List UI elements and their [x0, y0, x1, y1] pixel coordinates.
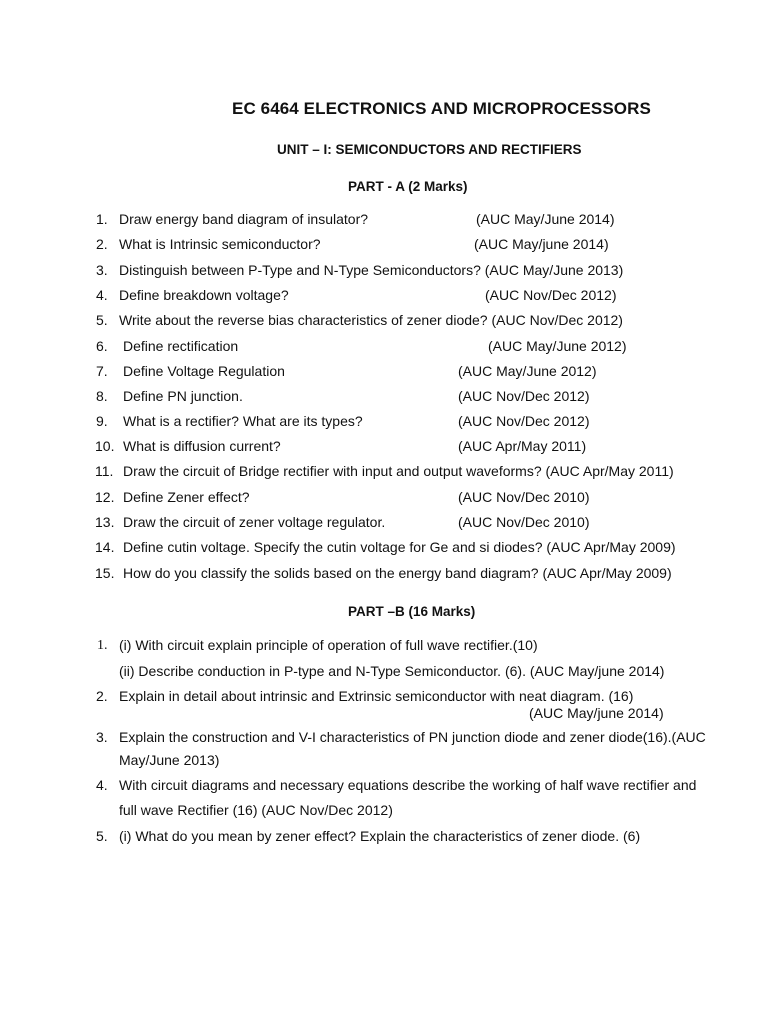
question-number: 4. — [96, 287, 108, 303]
question-number: 1. — [97, 638, 108, 653]
question-text: With circuit diagrams and necessary equations describe the working of half wave rectifier and — [119, 777, 697, 793]
question-text: (i) With circuit explain principle of operation of full wave rectifier.(10) — [119, 637, 538, 653]
question-text: Draw the circuit of zener voltage regulator. — [123, 514, 386, 530]
question-reference: (AUC May/june 2014) — [474, 236, 609, 252]
question-number: 10. — [95, 438, 115, 454]
question-text: (ii) Describe conduction in P-type and N-Type Semiconductor. (6). (AUC May/june 2014) — [119, 663, 665, 679]
question-text: Define PN junction. — [123, 388, 243, 404]
question-text: full wave Rectifier (16) (AUC Nov/Dec 2012) — [119, 802, 393, 818]
question-reference: (AUC Nov/Dec 2012) — [458, 388, 590, 404]
question-number: 9. — [96, 413, 108, 429]
question-text: Draw energy band diagram of insulator? — [119, 211, 369, 227]
question-reference: (AUC Nov/Dec 2012) — [485, 287, 617, 303]
question-number: 3. — [96, 729, 108, 745]
unit-heading: UNIT – I: SEMICONDUCTORS AND RECTIFIERS — [277, 142, 582, 157]
question-text: May/June 2013) — [119, 752, 220, 768]
question-reference: (AUC May/June 2012) — [488, 338, 627, 354]
question-number: 2. — [96, 236, 108, 252]
question-text: What is a rectifier? What are its types? — [123, 413, 363, 429]
part-a-heading: PART - A (2 Marks) — [348, 179, 468, 194]
question-text: Define Voltage Regulation — [123, 363, 285, 379]
question-text: Draw the circuit of Bridge rectifier with input and output waveforms? (AUC Apr/May 2011) — [123, 463, 674, 479]
question-text: Explain the construction and V-I characteristics of PN junction diode and zener diode(16).(AUC — [119, 729, 706, 745]
question-number: 7. — [96, 363, 108, 379]
question-reference: (AUC Nov/Dec 2010) — [458, 514, 590, 530]
page-title: EC 6464 ELECTRONICS AND MICROPROCESSORS — [232, 99, 651, 118]
part-b-heading: PART –B (16 Marks) — [348, 604, 476, 619]
question-text: What is diffusion current? — [123, 438, 281, 454]
question-number: 3. — [96, 262, 108, 278]
question-number: 1. — [96, 211, 108, 227]
question-number: 14. — [95, 539, 115, 555]
question-text: Write about the reverse bias characteristics of zener diode? (AUC Nov/Dec 2012) — [119, 312, 623, 328]
question-text: (i) What do you mean by zener effect? Explain the characteristics of zener diode. (6) — [119, 828, 641, 844]
question-text: How do you classify the solids based on the energy band diagram? (AUC Apr/May 2009) — [123, 565, 672, 581]
question-reference: (AUC Apr/May 2011) — [458, 438, 587, 454]
question-number: 12. — [95, 489, 115, 505]
question-text: Define breakdown voltage? — [119, 287, 289, 303]
question-number: 8. — [96, 388, 108, 404]
question-number: 2. — [96, 688, 108, 704]
question-text: Define rectification — [123, 338, 239, 354]
question-number: 5. — [96, 828, 108, 844]
question-reference: (AUC Nov/Dec 2012) — [458, 413, 590, 429]
question-text: Define Zener effect? — [123, 489, 250, 505]
question-number: 13. — [95, 514, 115, 530]
question-text: Explain in detail about intrinsic and Extrinsic semiconductor with neat diagram. (16) — [119, 688, 634, 704]
question-number: 4. — [96, 777, 108, 793]
question-number: 6. — [96, 338, 108, 354]
question-number: 5. — [96, 312, 108, 328]
question-reference: (AUC Nov/Dec 2010) — [458, 489, 590, 505]
question-reference: (AUC May/June 2014) — [476, 211, 615, 227]
question-text: What is Intrinsic semiconductor? — [119, 236, 321, 252]
question-reference: (AUC May/June 2012) — [458, 363, 597, 379]
question-text: Define cutin voltage. Specify the cutin voltage for Ge and si diodes? (AUC Apr/May 2009) — [123, 539, 676, 555]
question-text: Distinguish between P-Type and N-Type Semiconductors? (AUC May/June 2013) — [119, 262, 624, 278]
question-reference: (AUC May/june 2014) — [529, 705, 664, 721]
question-number: 11. — [95, 463, 114, 479]
question-number: 15. — [95, 565, 115, 581]
